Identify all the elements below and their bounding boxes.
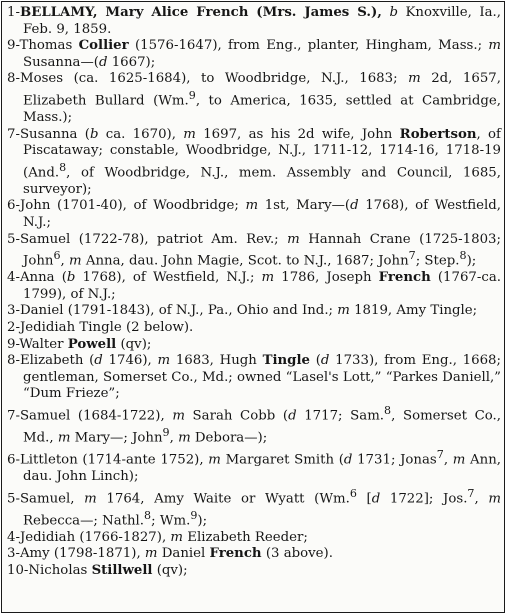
genealogy-entry: 5-Samuel, m 1764, Amy Waite or Wyatt (Wm.$^6$ [d 1722]; Jos.$^7$, m Rebecca—; Nathl.$^8$; Wm.$^9$);: [7, 486, 501, 528]
genealogy-entry: 1-BELLAMY, Mary Alice French (Mrs. James S.), b Knoxville, Ia., Feb. 9, 1859.: [7, 5, 501, 37]
genealogy-entry: 3-Daniel (1791-1843), of N.J., Pa., Ohio and Ind.; m 1819, Amy Tingle;: [7, 303, 478, 319]
genealogy-entry: 7-Susanna (b ca. 1670), m 1697, as his 2d wife, John Robertson, of Piscataway; constable, Woodbridge, N.J., 1711-12, 1714-16, 1718-19 (And.$^8$, of Woodbridge, N.J., mem. Assembly and Council, 1685, surveyor);: [7, 126, 501, 197]
genealogy-entry: 6-Littleton (1714-ante 1752), m Margaret Smith (d 1731; Jonas$^7$, m Ann, dau. John Linch);: [7, 447, 501, 484]
genealogy-entry: 6-John (1701-40), of Woodbridge; m 1st, Mary—(d 1768), of Westfield, N.J.;: [7, 198, 501, 230]
genealogy-entry: 4-Jedidiah (1766-1827), m Elizabeth Reeder;: [7, 529, 308, 545]
genealogy-entry: 3-Amy (1798-1871), m Daniel French (3 above).: [7, 546, 333, 562]
document-page: [1, 1, 505, 613]
genealogy-entry: 5-Samuel (1722-78), patriot Am. Rev.; m Hannah Crane (1725-1803; John$^6$, m Anna, dau. John Magie, Scot. to N.J., 1687; John$^7$; Step.$^8$);: [7, 231, 501, 269]
genealogy-entry: 9-Thomas Collier (1576-1647), from Eng., planter, Hingham, Mass.; m Susanna—(d 1667);: [7, 38, 501, 70]
genealogy-entry: 9-Walter Powell (qv);: [7, 336, 152, 352]
genealogy-entry: 8-Elizabeth (d 1746), m 1683, Hugh Tingle (d 1733), from Eng., 1668; gentleman, Somerset Co., Md.; owned “Lasel's Lott,” “Parkes Daniell,” “Dum Frieze”;: [7, 353, 501, 402]
genealogy-entry: 7-Samuel (1684-1722), m Sarah Cobb (d 1717; Sam.$^8$, Somerset Co., Md., m Mary—; John$^9$, m Debora—);: [7, 403, 501, 446]
genealogy-entry: 2-Jedidiah Tingle (2 below).: [7, 319, 194, 335]
genealogy-entry: 8-Moses (ca. 1625-1684), to Woodbridge, N.J., 1683; m 2d, 1657, Elizabeth Bullard (Wm.$^9$, to America, 1635, settled at Cambridge, Mass.);: [7, 71, 501, 125]
genealogy-text-column: [7, 5, 501, 579]
genealogy-entry: 10-Nicholas Stillwell (qv);: [7, 562, 188, 578]
genealogy-entry: 4-Anna (b 1768), of Westfield, N.J.; m 1786, Joseph French (1767-ca. 1799), of N.J.;: [7, 270, 501, 302]
